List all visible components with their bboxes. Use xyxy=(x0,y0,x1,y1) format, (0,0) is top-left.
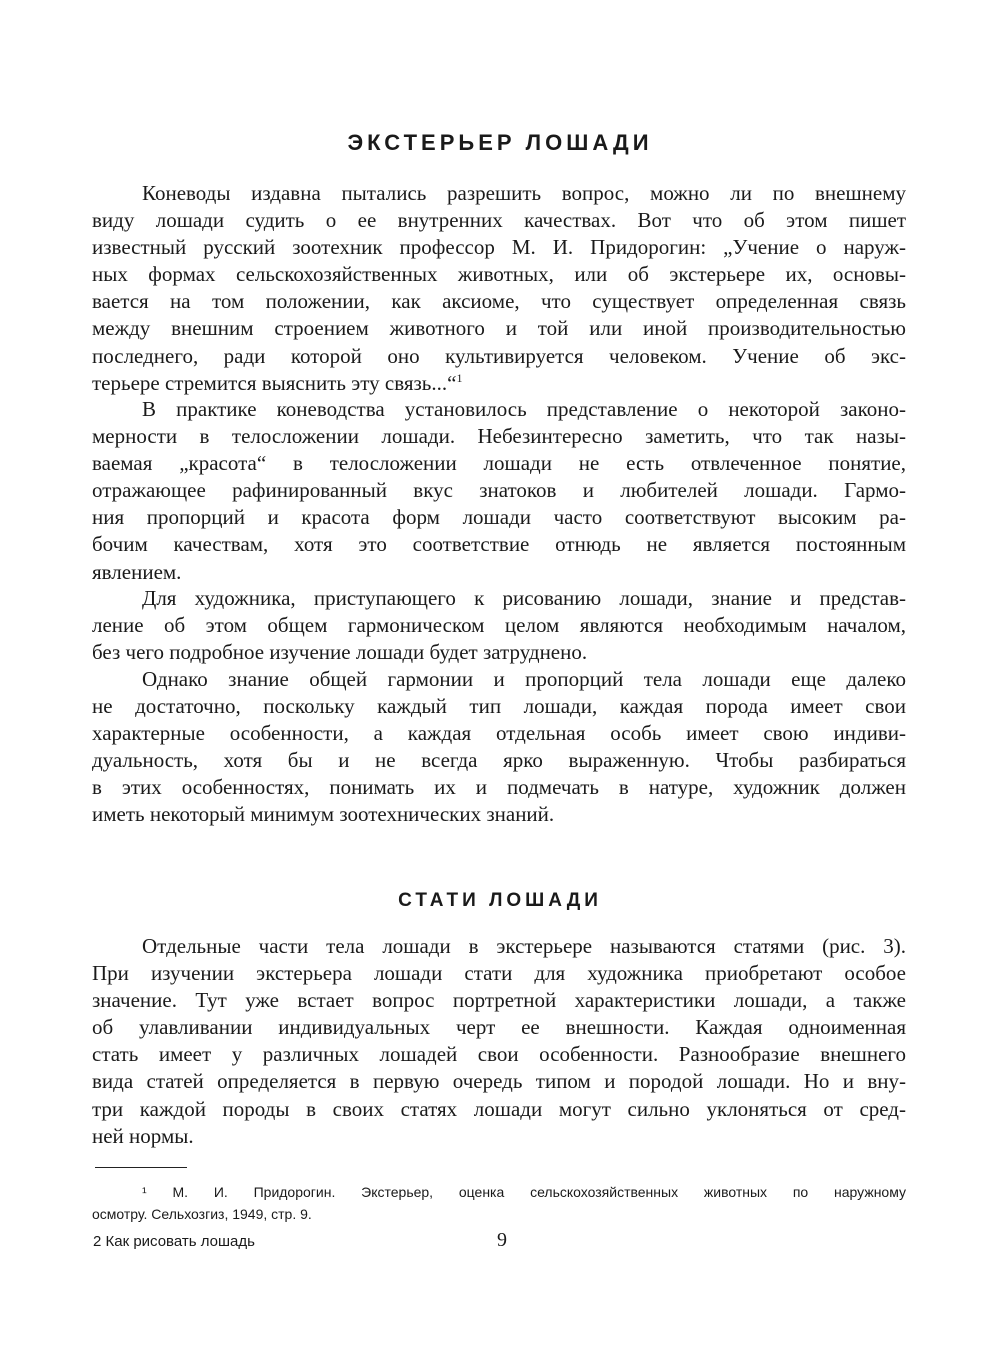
text-line: вается на том положении, как аксиоме, что существует определенная связь xyxy=(92,289,906,314)
text-line: три каждой породы в своих статях лошади могут сильно уклоняться от сред- xyxy=(92,1096,906,1121)
text-line: Однако знание общей гармонии и пропорций тела лошади еще далеко xyxy=(142,667,906,691)
text-line: стать имеет у различных лошадей свои особенности. Разнообразие внешнего xyxy=(92,1042,906,1067)
heading-stati: СТАТИ ЛОШАДИ xyxy=(398,890,602,911)
signature-mark: 2 Как рисовать лошадь xyxy=(93,1233,255,1250)
text-line: бочим качествам, хотя это соответствие отнюдь не является постоянным xyxy=(92,532,906,557)
text-line: об улавливании индивидуальных черт ее внешности. Каждая одноименная xyxy=(92,1015,906,1040)
paragraph-2 xyxy=(92,396,906,586)
text-line: Для художника, приступающего к рисованию лошади, знание и представ- xyxy=(142,586,906,610)
text-line: ваемая „красота“ в телосложении лошади не есть отвлеченное понятие, xyxy=(92,451,906,476)
text-line: характерные особенности, а каждая отдельная особь имеет свою индиви- xyxy=(92,721,906,746)
text-line: ление об этом общем гармоническом целом являются необходимым началом, xyxy=(92,613,906,638)
text-line: дуальность, хотя бы и не всегда ярко выраженную. Чтобы разбираться xyxy=(92,748,906,773)
text-line: ней нормы. xyxy=(92,1123,194,1148)
text-line: вида статей определяется в первую очередь типом и породой лошади. Но и вну- xyxy=(92,1069,906,1094)
text-line: не достаточно, поскольку каждый тип лошади, каждая порода имеет свои xyxy=(92,694,906,719)
text-line: между внешним строением животного и той или иной производительностью xyxy=(92,316,906,341)
text-line: мерности в телосложении лошади. Небезинтересно заметить, что так назы- xyxy=(92,424,906,449)
page-number: 9 xyxy=(497,1229,507,1251)
text-line: При изучении экстерьера лошади стати для художника приобретают особое xyxy=(92,961,906,986)
footnote-rule xyxy=(95,1167,187,1168)
text-line: терьере стремится выяснить эту связь...“ xyxy=(92,370,457,395)
text-line: в этих особенностях, понимать их и подмечать в натуре, художник должен xyxy=(92,775,906,800)
heading-exterior: ЭКСТЕРЬЕР ЛОШАДИ xyxy=(347,130,653,155)
paragraph-4 xyxy=(92,666,906,829)
text-line: осмотру. Сельхозгиз, 1949, стр. 9. xyxy=(92,1206,312,1222)
paragraph-3 xyxy=(92,585,906,666)
text-line: ния пропорций и красота форм лошади часто соответствуют высоким ра- xyxy=(92,505,906,530)
text-line: иметь некоторый минимум зоотехнических знаний. xyxy=(92,802,555,827)
text-line: последнего, ради которой оно культивируется человеком. Учение об экс- xyxy=(92,343,906,368)
text-line: отражающее рафинированный вкус знатоков и любителей лошади. Гармо- xyxy=(92,478,906,503)
text-line: значение. Тут уже встает вопрос портретной характеристики лошади, а также xyxy=(92,988,906,1013)
text-line: Отдельные части тела лошади в экстерьере называются статями (рис. 3). xyxy=(142,934,906,958)
text-line: известный русский зоотехник профессор М. И. Придорогин: „Учение о наруж- xyxy=(92,235,906,260)
footnote-ref: 1 xyxy=(456,370,463,385)
footnote xyxy=(92,1181,906,1225)
paragraph-5 xyxy=(92,933,906,1150)
text-line: ных формах сельскохозяйственных животных, или об экстерьере их, основы- xyxy=(92,262,906,287)
paragraph-1 xyxy=(92,180,906,397)
text-line: без чего подробное изучение лошади будет затруднено. xyxy=(92,640,588,665)
text-line: В практике коневодства установилось представление о некоторой законо- xyxy=(142,397,906,421)
text-line: ¹ М. И. Придорогин. Экстерьер, оценка сельскохозяйственных животных по наружному xyxy=(142,1184,906,1200)
text-line: явлением. xyxy=(92,559,182,584)
text-line: Коневоды издавна пытались разрешить вопрос, можно ли по внешнему xyxy=(142,181,906,205)
text-line: виду лошади судить о ее внутренних качествах. Вот что об этом пишет xyxy=(92,208,906,233)
